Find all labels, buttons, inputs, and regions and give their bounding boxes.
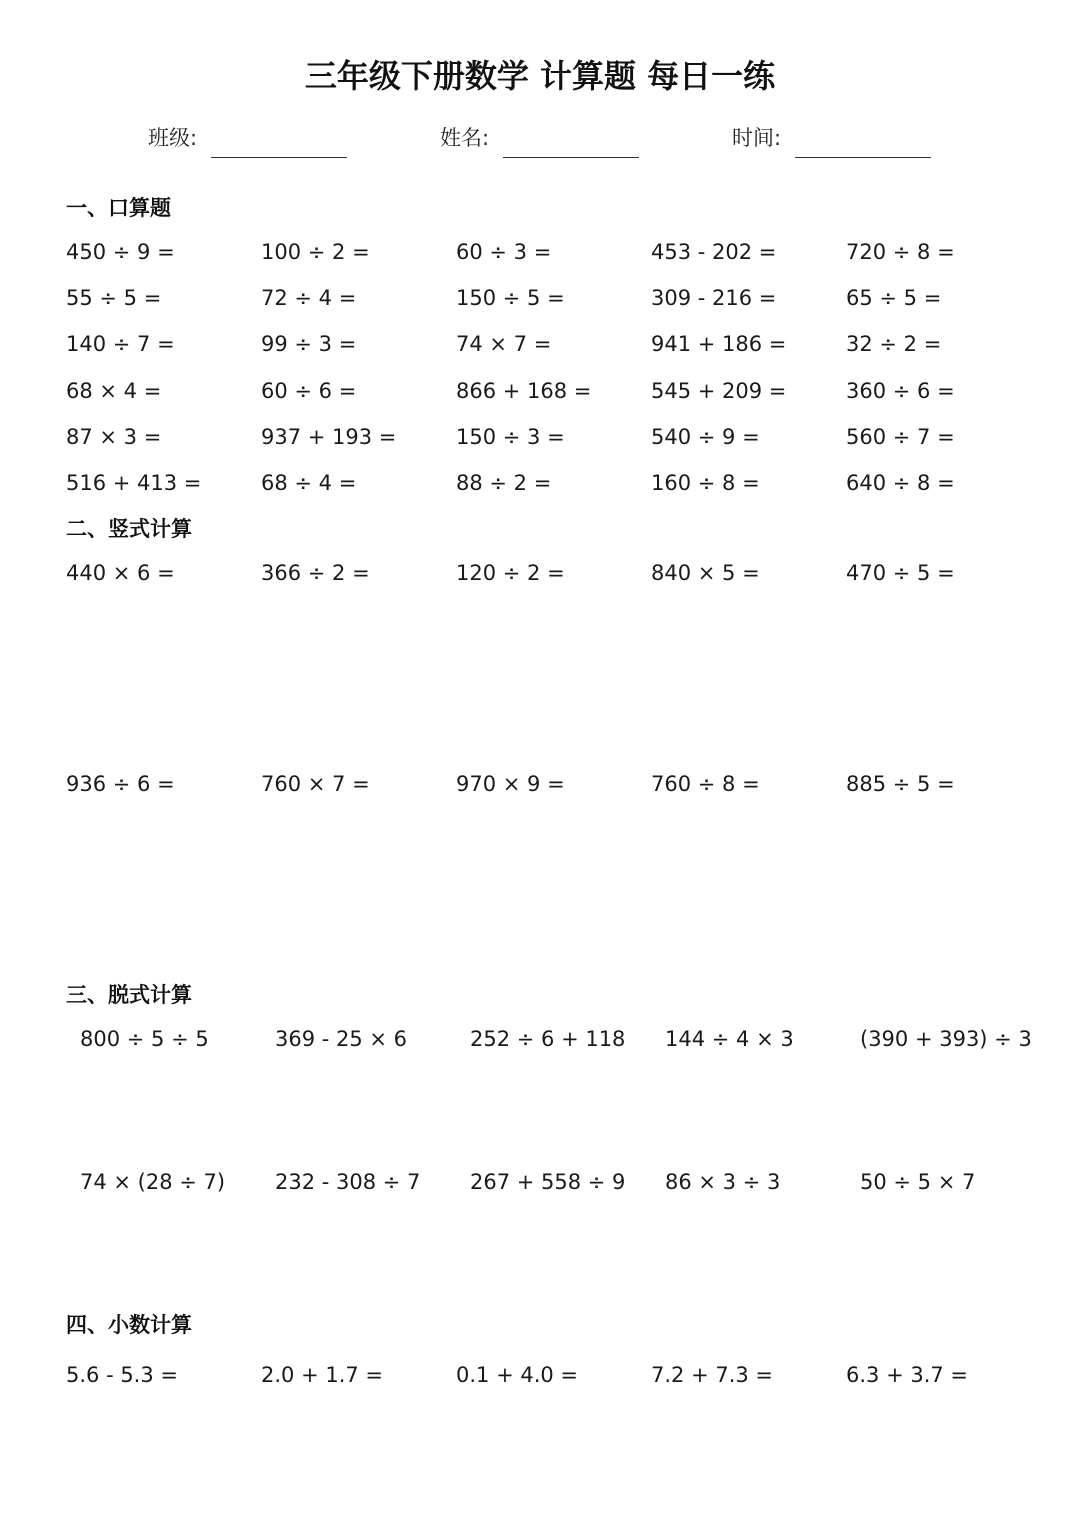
problem: 88 ÷ 2 = xyxy=(456,471,552,495)
problem: 99 ÷ 3 = xyxy=(261,332,357,356)
problem: 72 ÷ 4 = xyxy=(261,286,357,310)
problem-row xyxy=(0,766,1080,802)
problem: 0.1 + 4.0 = xyxy=(456,1363,579,1387)
problem: 970 × 9 = xyxy=(456,772,565,796)
problem: 74 × 7 = xyxy=(456,332,552,356)
class-label: 班级: xyxy=(148,126,198,150)
name-label: 姓名: xyxy=(440,126,490,150)
section-title-vertical: 二、竖式计算 xyxy=(66,517,192,541)
problem: 936 ÷ 6 = xyxy=(66,772,175,796)
problem: 50 ÷ 5 × 7 xyxy=(860,1170,976,1194)
problem: 720 ÷ 8 = xyxy=(846,240,955,264)
problem: 87 × 3 = xyxy=(66,425,162,449)
problem-row xyxy=(0,555,1080,591)
problem: 450 ÷ 9 = xyxy=(66,240,175,264)
problem: 440 × 6 = xyxy=(66,561,175,585)
problem: 65 ÷ 5 = xyxy=(846,286,942,310)
problem: 545 + 209 = xyxy=(651,379,787,403)
problem: 160 ÷ 8 = xyxy=(651,471,760,495)
name-field xyxy=(440,118,639,158)
problem: 86 × 3 ÷ 3 xyxy=(665,1170,781,1194)
problem: 640 ÷ 8 = xyxy=(846,471,955,495)
problem: 885 ÷ 5 = xyxy=(846,772,955,796)
problem: 560 ÷ 7 = xyxy=(846,425,955,449)
problem: 866 + 168 = xyxy=(456,379,592,403)
problem: 140 ÷ 7 = xyxy=(66,332,175,356)
problem: 540 ÷ 9 = xyxy=(651,425,760,449)
problem: 6.3 + 3.7 = xyxy=(846,1363,969,1387)
problem: 5.6 - 5.3 = xyxy=(66,1363,178,1387)
problem: 68 × 4 = xyxy=(66,379,162,403)
problem: 360 ÷ 6 = xyxy=(846,379,955,403)
problem: 267 + 558 ÷ 9 xyxy=(470,1170,626,1194)
class-field xyxy=(148,118,347,158)
problem: 453 - 202 = xyxy=(651,240,777,264)
problem: 60 ÷ 6 = xyxy=(261,379,357,403)
problem: 100 ÷ 2 = xyxy=(261,240,370,264)
problem-row xyxy=(0,419,1080,455)
problem: 760 ÷ 8 = xyxy=(651,772,760,796)
problem: 516 + 413 = xyxy=(66,471,202,495)
problem: 68 ÷ 4 = xyxy=(261,471,357,495)
problem: 150 ÷ 5 = xyxy=(456,286,565,310)
problem-row xyxy=(0,326,1080,362)
page-title: 三年级下册数学 计算题 每日一练 xyxy=(304,57,776,95)
time-field xyxy=(732,118,931,158)
section-title-stepwise: 三、脱式计算 xyxy=(66,983,192,1007)
problem-row xyxy=(0,234,1080,270)
student-info-row xyxy=(0,118,1080,158)
problem: 55 ÷ 5 = xyxy=(66,286,162,310)
time-label: 时间: xyxy=(732,126,782,150)
problem: 7.2 + 7.3 = xyxy=(651,1363,774,1387)
problem: 937 + 193 = xyxy=(261,425,397,449)
problem: 252 ÷ 6 + 118 xyxy=(470,1027,626,1051)
problem: (390 + 393) ÷ 3 xyxy=(860,1027,1032,1051)
problem: 366 ÷ 2 = xyxy=(261,561,370,585)
problem: 144 ÷ 4 × 3 xyxy=(665,1027,794,1051)
problem: 941 + 186 = xyxy=(651,332,787,356)
section-title-decimal: 四、小数计算 xyxy=(66,1313,192,1337)
problem: 74 × (28 ÷ 7) xyxy=(80,1170,226,1194)
problem: 800 ÷ 5 ÷ 5 xyxy=(80,1027,209,1051)
problem: 840 × 5 = xyxy=(651,561,760,585)
problem: 2.0 + 1.7 = xyxy=(261,1363,384,1387)
problem-row xyxy=(0,373,1080,409)
problem-row xyxy=(0,1164,1080,1200)
problem: 60 ÷ 3 = xyxy=(456,240,552,264)
problem: 369 - 25 × 6 xyxy=(275,1027,408,1051)
problem: 470 ÷ 5 = xyxy=(846,561,955,585)
problem-row xyxy=(0,280,1080,316)
problem: 32 ÷ 2 = xyxy=(846,332,942,356)
problem: 120 ÷ 2 = xyxy=(456,561,565,585)
problem-row xyxy=(0,1021,1080,1057)
name-blank[interactable] xyxy=(503,127,639,158)
class-blank[interactable] xyxy=(211,127,347,158)
problem: 760 × 7 = xyxy=(261,772,370,796)
problem: 309 - 216 = xyxy=(651,286,777,310)
problem-row xyxy=(0,1357,1080,1393)
section-title-oral: 一、口算题 xyxy=(66,196,171,220)
problem-row xyxy=(0,465,1080,501)
time-blank[interactable] xyxy=(795,127,931,158)
problem: 232 - 308 ÷ 7 xyxy=(275,1170,421,1194)
problem: 150 ÷ 3 = xyxy=(456,425,565,449)
